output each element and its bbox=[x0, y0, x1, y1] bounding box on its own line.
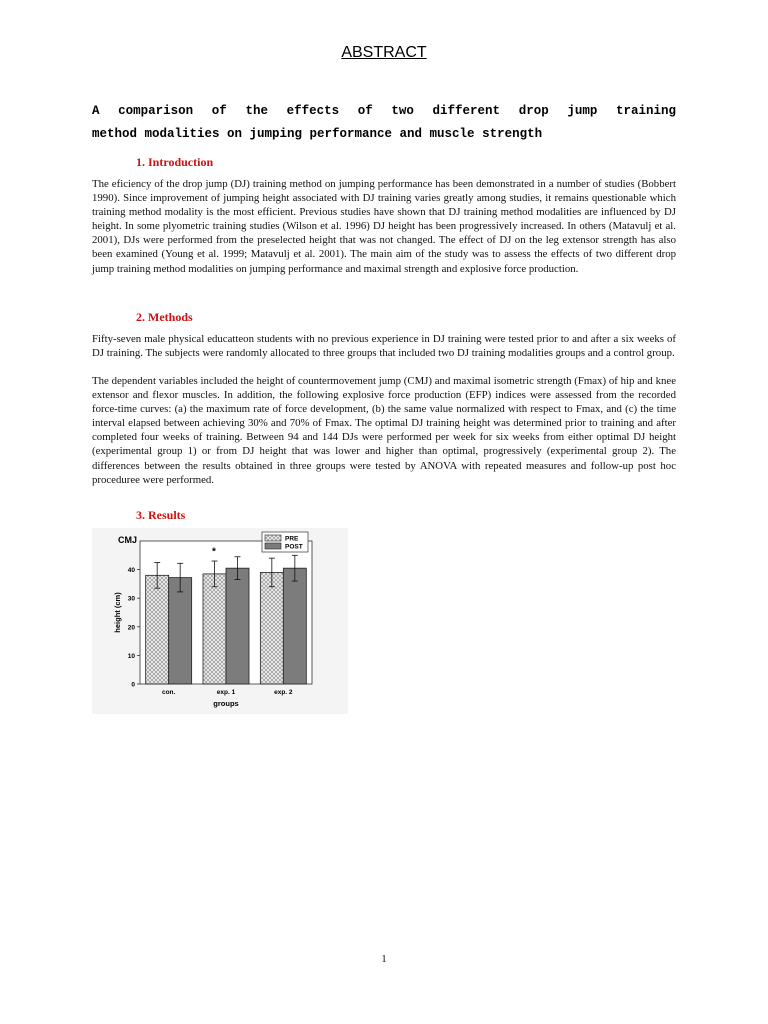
significance-mark: * bbox=[212, 546, 216, 558]
bar-pre bbox=[260, 572, 283, 684]
y-axis-label: height (cm) bbox=[113, 592, 122, 633]
title-line-2: method modalities on jumping performance and muscle strength bbox=[92, 127, 543, 141]
introduction-heading: 1. Introduction bbox=[136, 155, 214, 169]
page-number: 1 bbox=[381, 953, 387, 965]
x-axis-label: groups bbox=[213, 699, 239, 708]
y-tick-label: 30 bbox=[127, 595, 135, 603]
title-line-1: A comparison of the effects of two different drop jump training bbox=[92, 104, 676, 118]
introduction-paragraph: The eficiency of the drop jump (DJ) training method on jumping performance has been demonstrated in a number of studies (Bobbert 1990). Since improvement of jumping height associated with DJ training varies greatly among studies, it remains questionable which training method modality is the most efficient. Previous studies have shown that DJ training method modalities are influenced by DJ height. In some plyometric training studies (Wilson et al. 1996) DJ height has been progressively increased. In others (Matavulj et al. 2001), DJs were performed from the preselected height that was not changed. The effect of DJ on the leg extensor strength has also been examined (Young et al. 1999; Matavulj et al. 2001). The main aim of the study was to assess the effects of two different drop jump training method modalities on jumping performance and maximal strength and explosive force production. bbox=[92, 178, 676, 275]
bar-pre bbox=[146, 575, 169, 684]
bar-post bbox=[283, 568, 306, 684]
results-heading: 3. Results bbox=[136, 508, 186, 522]
legend-swatch-pre bbox=[265, 535, 281, 541]
cmj-chart bbox=[92, 528, 348, 714]
x-tick-label: con. bbox=[161, 689, 176, 696]
legend-label-post: POST bbox=[285, 543, 303, 551]
x-tick-label: exp. 1 bbox=[216, 689, 236, 696]
bar-post bbox=[169, 578, 192, 684]
legend-label-pre: PRE bbox=[285, 535, 299, 543]
methods-heading: 2. Methods bbox=[136, 310, 193, 324]
methods-paragraph-2: The dependent variables included the height of countermovement jump (CMJ) and maximal isometric strength (Fmax) of hip and knee extensor and flexor muscles. In addition, the following explosive force production (EFP) indices were assessed from the recorded force-time curves: (a) the maximum rate of force development, (b) the same value normalized with respect to Fmax, and (c) the time interval elapsed between achieving 30% and 70% of Fmax. The optimal DJ training height was determined prior to training and after completed four weeks of training. Between 94 and 144 DJs were performed per week for six weeks from either optimal DJ height (experimental group 1) or from DJ height that was lower and higher than optimal, progressively (experimental group 2). The differences between the results obtained in three groups were tested by ANOVA with repeated measures and follow-up post hoc proceduree were performed. bbox=[92, 375, 676, 486]
y-tick-label: 40 bbox=[127, 567, 135, 575]
bar-pre bbox=[203, 574, 226, 684]
bar-post bbox=[226, 568, 249, 684]
y-tick-label: 20 bbox=[127, 624, 135, 632]
y-tick-label: 0 bbox=[131, 681, 135, 689]
abstract-heading: ABSTRACT bbox=[341, 44, 427, 61]
y-tick-label: 10 bbox=[127, 652, 135, 660]
legend-swatch-post bbox=[265, 543, 281, 549]
paper-title bbox=[92, 100, 676, 146]
cmj-chart-svg bbox=[92, 528, 348, 714]
chart-title: CMJ bbox=[118, 535, 138, 545]
methods-paragraph-1: Fifty-seven male physical educatteon students with no previous experience in DJ training were tested prior to and after a six weeks of DJ training. The subjects were randomly allocated to three groups that included two DJ training modalities groups and a control group. bbox=[92, 333, 676, 360]
x-tick-label: exp. 2 bbox=[274, 689, 293, 696]
